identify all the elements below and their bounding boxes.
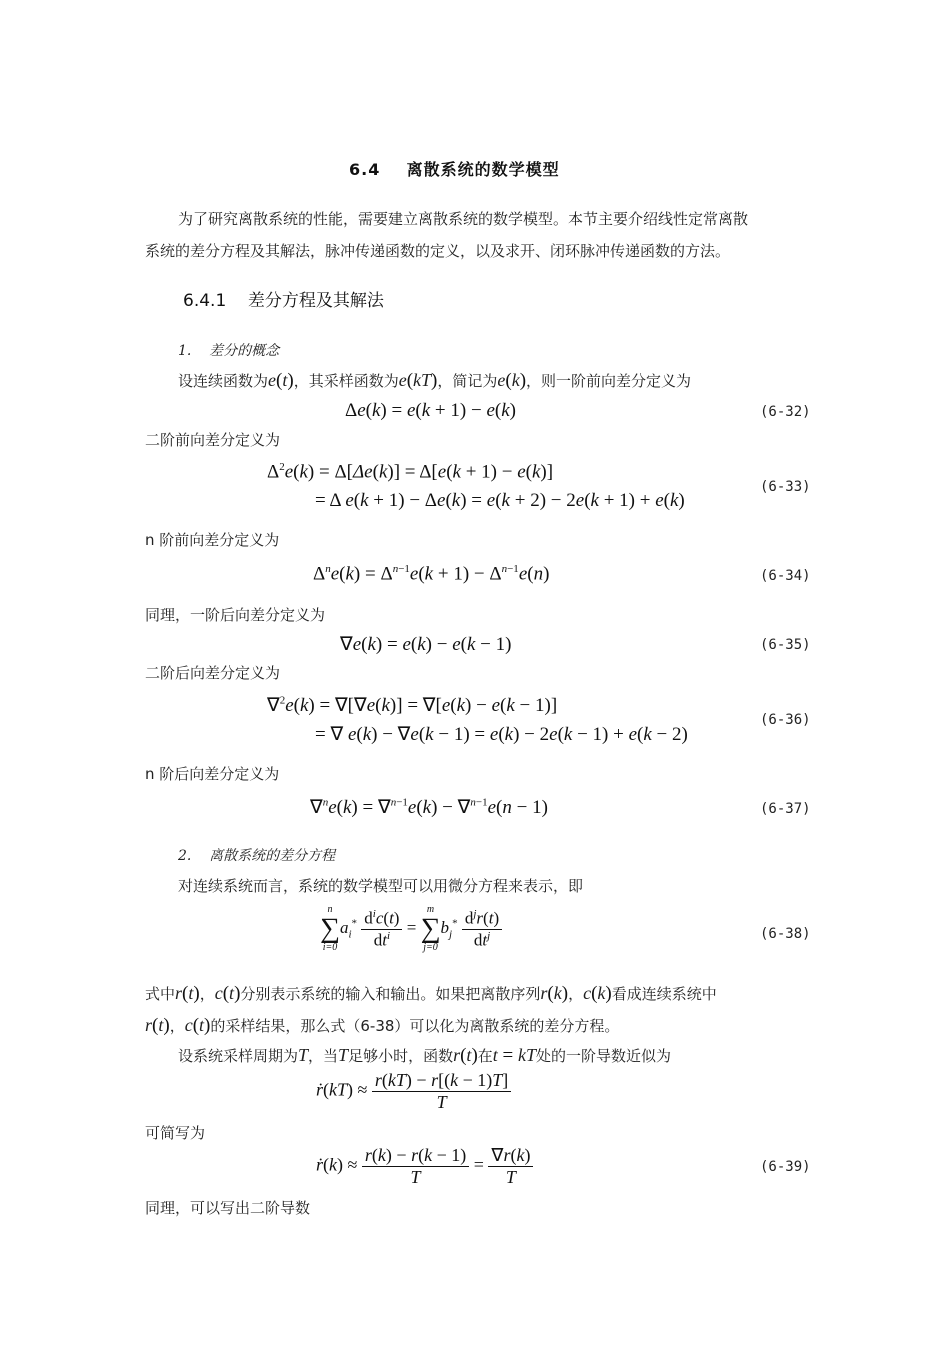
- equation-6-36-line-2: = ∇ e(k) − ∇e(k − 1) = e(k) − 2e(k − 1) + e(k − 2): [315, 724, 688, 745]
- sampling-line: 设系统采样周期为T，当T足够小时，函数r(t)在t = kT处的一阶导数近似为: [178, 1045, 672, 1066]
- equation-number: (6-37): [760, 801, 811, 817]
- text-line: 同理，一阶后向差分定义为: [145, 606, 326, 624]
- equation-6-33-line-2: = Δ e(k + 1) − Δe(k) = e(k + 2) − 2e(k + 1) + e(k): [315, 490, 685, 511]
- text-line: 可简写为: [145, 1124, 206, 1142]
- text-line: 二阶前向差分定义为: [145, 431, 281, 449]
- equation-number: (6-36): [760, 712, 811, 728]
- text-segment: ，: [169, 1017, 185, 1035]
- equation-6-34: $\Delta^ne(k) = \Delta^{n-1}e(k + 1) - \Delta^{n-1}e(n)$: [313, 563, 550, 585]
- derivative-approximation: ṙ(kT) ≈ $\frac{r(kT) - r[(k - 1)T]}{T}$: [316, 1070, 511, 1113]
- equation-6-39: ṙ(k) ≈ $\frac{r(k) - r(k - 1)}{T}$ = $\frac{\nabla r(k)}{T}$: [316, 1145, 533, 1188]
- item-1-heading: [178, 340, 279, 360]
- subsection-number: 6.4.1: [183, 291, 227, 311]
- item-1-number: 1.: [178, 343, 192, 359]
- item-2-title: 离散系统的差分方程: [209, 848, 336, 864]
- text-segment: 在: [477, 1047, 493, 1065]
- equation-number: (6-34): [760, 568, 811, 584]
- equation-number: (6-39): [760, 1159, 811, 1175]
- section-number: 6.4: [349, 160, 381, 179]
- intro-line-1: 为了研究离散系统的性能，需要建立离散系统的数学模型。本节主要介绍线性定常离散: [178, 210, 749, 228]
- subsection-heading: [183, 286, 384, 311]
- equation-6-33-line-1: $\Delta^2e(k) = \Delta[\Delta e(k)] = \Delta[e(k + 1) - e(k)]$: [267, 461, 554, 483]
- equation-6-36-line-1: ∇$^2$e(k) = ∇[∇e(k)] = ∇[e(k) − e(k − 1)]: [267, 694, 558, 716]
- equation-number: (6-33): [760, 479, 811, 495]
- text-segment: 分别表示系统的输入和输出。如果把离散序列: [240, 985, 541, 1003]
- text-line: 同理，可以写出二阶导数: [145, 1199, 311, 1217]
- text-segment: ，其采样函数为: [293, 372, 399, 390]
- text-line: n 阶后向差分定义为: [145, 765, 280, 783]
- definition-line: 设连续函数为e(t)，其采样函数为e(kT)，简记为e(k)，则一阶前向差分定义为: [178, 370, 692, 391]
- text-segment: ，当: [308, 1047, 339, 1065]
- text-line: 二阶后向差分定义为: [145, 664, 281, 682]
- text-segment: ，: [568, 985, 584, 1003]
- text-segment: 设系统采样周期为: [178, 1047, 299, 1065]
- text-segment: 看成连续系统中: [611, 985, 717, 1003]
- text-segment: 设连续函数为: [178, 372, 269, 390]
- subsection-title: 差分方程及其解法: [247, 291, 384, 311]
- text-segment: ，简记为: [437, 372, 498, 390]
- text-segment: 的采样结果，那么式（6-38）可以化为离散系统的差分方程。: [210, 1017, 620, 1035]
- equation-6-35: ∇e(k) = e(k) − e(k − 1): [340, 634, 512, 655]
- item-1-title: 差分的概念: [209, 343, 280, 359]
- text-segment: 足够小时，函数: [348, 1047, 454, 1065]
- item-2-number: 2.: [178, 848, 192, 864]
- equation-number: (6-38): [760, 926, 811, 942]
- text-segment: ，: [199, 985, 215, 1003]
- section-heading: [349, 157, 560, 180]
- equation-6-37: ∇$^n$e(k) = ∇$^{n-1}$e(k) − ∇$^{n-1}$e(n − 1): [310, 796, 548, 818]
- text-segment: 处的一阶导数近似为: [536, 1047, 672, 1065]
- item-2-heading: [178, 845, 335, 865]
- text-line: n 阶前向差分定义为: [145, 531, 280, 549]
- text-line: 对连续系统而言，系统的数学模型可以用微分方程来表示，即: [178, 877, 584, 895]
- text-segment: 式中: [145, 985, 176, 1003]
- equation-6-38: n ∑ i=0 $a_i^*$ $\frac{d^ic(t)}{dt^i}$ = m ∑ j=0 $b_j^*$ $\frac{d^jr(t)}{dt^j}$: [320, 905, 502, 953]
- text-segment: ，则一阶前向差分定义为: [526, 372, 692, 390]
- equation-number: (6-32): [760, 404, 811, 420]
- intro-line-2: 系统的差分方程及其解法，脉冲传递函数的定义，以及求开、闭环脉冲传递函数的方法。: [145, 242, 731, 260]
- equation-number: (6-35): [760, 637, 811, 653]
- equation-6-32: Δe(k) = e(k + 1) − e(k): [345, 400, 516, 421]
- explanation-line-1: 式中r(t)，c(t)分别表示系统的输入和输出。如果把离散序列r(k)，c(k)看成连续系统中: [145, 983, 717, 1004]
- explanation-line-2: r(t)，c(t)的采样结果，那么式（6-38）可以化为离散系统的差分方程。: [145, 1015, 620, 1036]
- section-title: 离散系统的数学模型: [406, 160, 560, 179]
